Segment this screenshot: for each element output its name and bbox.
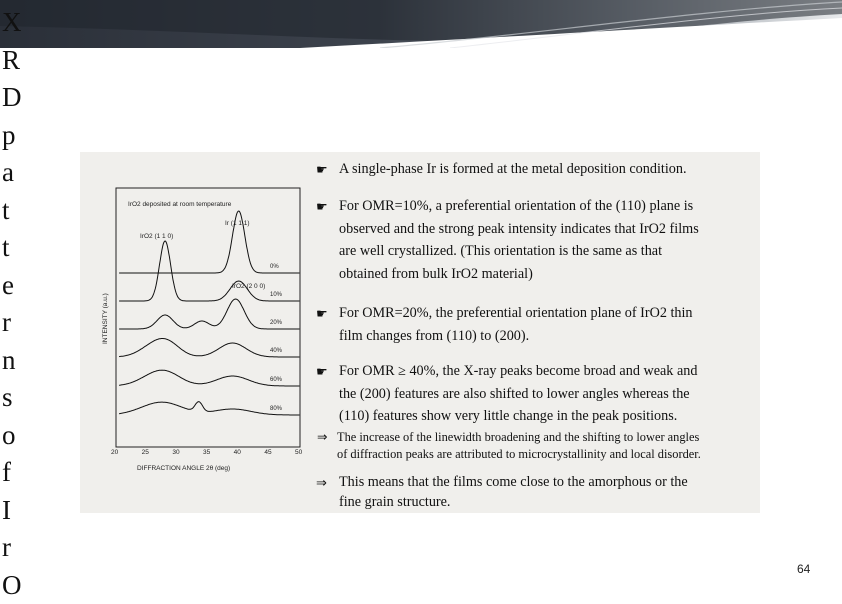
trace-label: 60%	[270, 377, 283, 383]
trace-label: 0%	[270, 264, 279, 270]
title-letter: I	[2, 492, 32, 530]
note-single-phase: ☛ A single-phase Ir is formed at the metal deposition condition.	[317, 158, 687, 181]
title-letter: a	[2, 154, 32, 192]
trace-label: 20%	[270, 320, 283, 326]
note-amorphous: ⇒ This means that the films come close to the amorphous or the fine grain structure.	[317, 472, 688, 512]
x-tick-label: 45	[264, 449, 272, 456]
title-letter: s	[2, 379, 32, 417]
y-axis-label: INTENSITY (a.u.)	[102, 293, 109, 344]
header-swoosh-banner	[0, 0, 842, 48]
peak-label-ir-111: Ir (1 1 1)	[225, 220, 250, 227]
x-tick-label: 50	[295, 449, 303, 456]
x-tick-label: 35	[203, 449, 211, 456]
title-letter: n	[2, 342, 32, 380]
title-letter: o	[2, 417, 32, 455]
trace-label: 10%	[270, 292, 283, 298]
title-letter: R	[2, 42, 32, 80]
title-letter: p	[2, 117, 32, 155]
title-letter: r	[2, 529, 32, 567]
x-axis-label: DIFFRACTION ANGLE 2θ (deg)	[137, 465, 230, 472]
x-tick-label: 20	[111, 449, 119, 456]
double-arrow-icon: ⇒	[317, 429, 327, 446]
xrd-chart	[80, 152, 309, 513]
title-letter: f	[2, 454, 32, 492]
title-letter: X	[2, 4, 32, 42]
x-tick-label: 30	[172, 449, 180, 456]
title-letter: e	[2, 267, 32, 305]
pointing-hand-icon: ☛	[316, 303, 328, 326]
notes-panel	[309, 152, 760, 513]
slide-title-vertical	[2, 4, 32, 604]
title-letter: D	[2, 79, 32, 117]
trace-label: 40%	[270, 348, 283, 354]
pointing-hand-icon: ☛	[316, 196, 328, 219]
peak-label-iro2-110: IrO2 (1 1 0)	[140, 233, 173, 240]
x-tick-labels	[111, 449, 303, 456]
x-tick-label: 40	[234, 449, 242, 456]
pointing-hand-icon: ☛	[316, 159, 328, 182]
double-arrow-icon: ⇒	[316, 473, 327, 493]
xrd-traces	[119, 211, 299, 415]
title-letter: r	[2, 304, 32, 342]
note-omr-40: ☛ For OMR ≥ 40%, the X-ray peaks become broad and weak and the (200) features are also shifted to lower angles whereas the (110) features show very little change in the peak positions.	[317, 360, 697, 428]
scanned-xrd-figure	[80, 152, 760, 513]
peak-label-iro2-200: IrO2 (2 0 0)	[232, 283, 265, 290]
page-number: 64	[797, 562, 810, 576]
title-letter: t	[2, 229, 32, 267]
x-tick-label: 25	[142, 449, 150, 456]
note-omr-20: ☛ For OMR=20%, the preferential orientation plane of IrO2 thin film changes from (110) to (200).	[317, 302, 693, 347]
note-omr-10: ☛ For OMR=10%, a preferential orientation of the (110) plane is observed and the strong peak intensity indicates that IrO2 films are well crystallized. (This orientation is the same as that obtained from bulk IrO2 material)	[317, 195, 699, 285]
trace-label: 80%	[270, 406, 283, 412]
title-letter: O	[2, 567, 32, 604]
pointing-hand-icon: ☛	[316, 361, 328, 384]
note-linewidth: ⇒ The increase of the linewidth broadening and the shifting to lower angles of diffraction peaks are attributed to microcrystallinity and local disorder.	[317, 429, 701, 463]
title-letter: t	[2, 192, 32, 230]
panel-label: IrO2 deposited at room temperature	[128, 201, 232, 208]
